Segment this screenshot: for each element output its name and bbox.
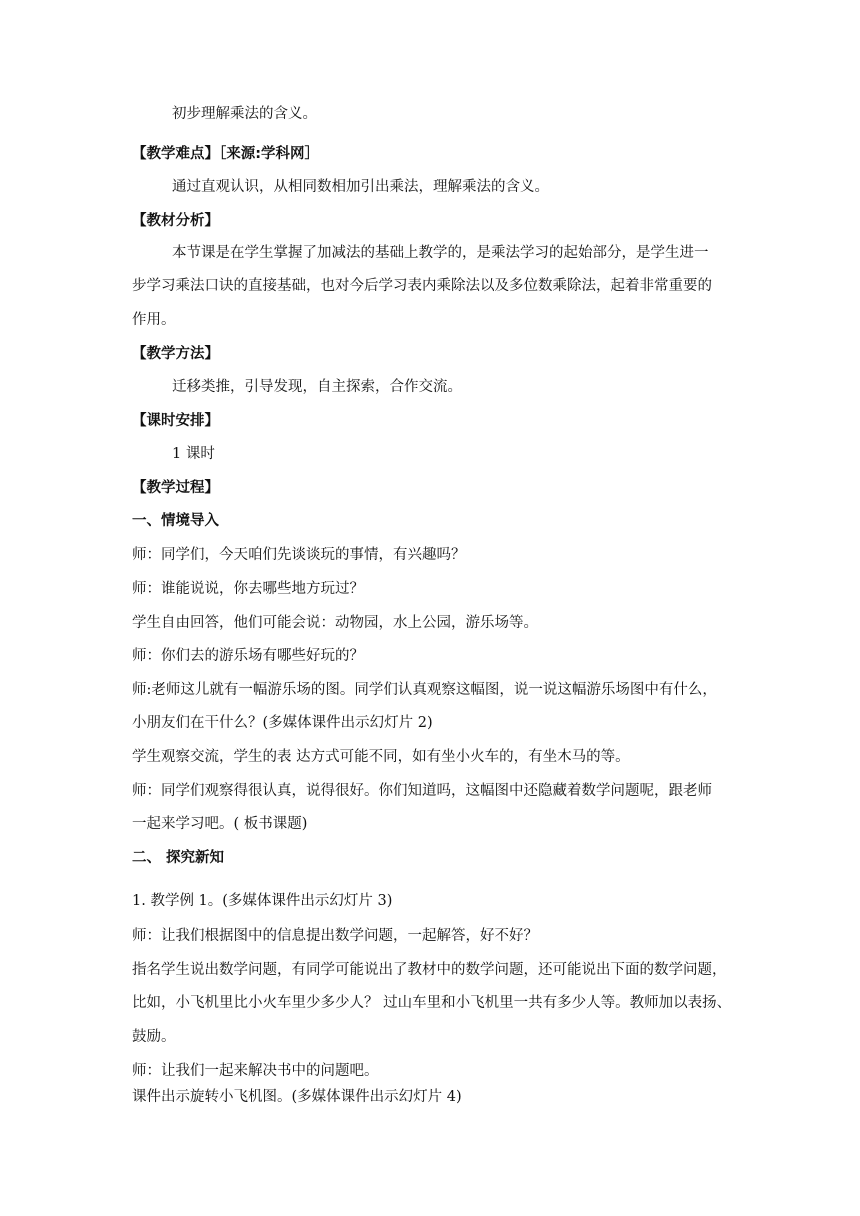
dialogue-line-12: 课件出示旋转小飞机图。(多媒体课件出示幻灯片 4) (132, 1089, 462, 1105)
dialogue-line-7a: 师：同学们观察得很认真，说得很好。你们知道吗，这幅图中还隐藏着数学问题呢，跟老师 (132, 783, 712, 799)
heading-nandian: 【教学难点】［来源:学科网］ (132, 146, 320, 162)
dialogue-line-2: 师：谁能说说，你去哪些地方玩过？ (132, 581, 364, 597)
fangfa-text: 迁移类推，引导发现，自主探索，合作交流。 (172, 379, 462, 395)
dialogue-line-6: 学生观察交流，学生的表 达方式可能不同，如有坐小火车的，有坐木马的等。 (132, 749, 630, 765)
jiaocai-line-3: 作用。 (132, 312, 176, 328)
dialogue-line-10b: 比如，小飞机里比小火车里少多少人？ 过山车里和小飞机里一共有多少人等。教师加以表扬、 (132, 995, 732, 1011)
dialogue-line-4: 师：你们去的游乐场有哪些好玩的？ (132, 648, 364, 664)
example-line: 1. 教学例 1。(多媒体课件出示幻灯片 3) (132, 893, 393, 909)
section-1-heading: 一、情境导入 (132, 513, 219, 529)
dialogue-line-10c: 鼓励。 (132, 1029, 176, 1045)
dialogue-line-11: 师：让我们一起来解决书中的问题吧。 (132, 1063, 379, 1079)
dialogue-line-5b: 小朋友们在干什么？(多媒体课件出示幻灯片 2) (132, 715, 433, 731)
dialogue-line-9: 师：让我们根据图中的信息提出数学问题，一起解答，好不好？ (132, 928, 538, 944)
nandian-text: 通过直观认识，从相同数相加引出乘法，理解乘法的含义。 (172, 179, 549, 195)
jiaocai-line-1: 本节课是在学生掌握了加减法的基础上教学的，是乘法学习的起始部分，是学生进一 (172, 245, 709, 261)
dialogue-line-10a: 指名学生说出数学问题，有同学可能说出了教材中的数学问题，还可能说出下面的数学问题， (132, 962, 727, 978)
heading-anpai: 【课时安排】 (132, 413, 219, 429)
dialogue-line-5a: 师:老师这儿就有一幅游乐场的图。同学们认真观察这幅图，说一说这幅游乐场图中有什么， (132, 682, 717, 698)
anpai-text: 1 课时 (172, 446, 215, 462)
dialogue-line-7b: 一起来学习吧。( 板书课题) (132, 816, 308, 832)
dialogue-line-3: 学生自由回答，他们可能会说：动物园，水上公园，游乐场等。 (132, 615, 538, 631)
jiaocai-line-2: 步学习乘法口诀的直接基础，也对今后学习表内乘除法以及多位数乘除法，起着非常重要的 (132, 278, 712, 294)
heading-guocheng: 【教学过程】 (132, 480, 219, 496)
heading-fangfa: 【教学方法】 (132, 346, 219, 362)
heading-jiaocai: 【教材分析】 (132, 213, 219, 229)
dialogue-line-1: 师：同学们，今天咱们先谈谈玩的事情，有兴趣吗？ (132, 547, 466, 563)
goal-text: 初步理解乘法的含义。 (172, 106, 317, 122)
section-2-heading: 二、 探究新知 (132, 850, 225, 866)
